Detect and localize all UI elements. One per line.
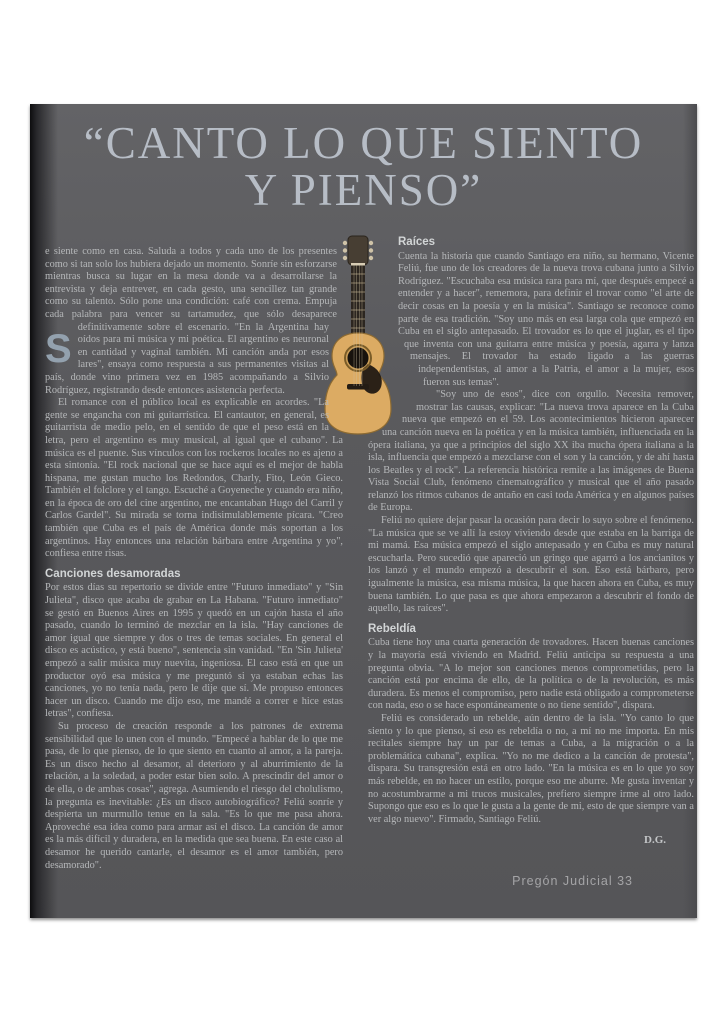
paragraph: Por estos días su repertorio se divide entre "Futuro inmediato" y "Sin Julieta", disco que acaba de grabar en La Habana. "Futuro inmediato" se gestó en Buenos Aires en 1995 y quedó en un cajón hasta el año pasado, cuando lo terminó de mezclar en la isla. "Hay canciones de amor igual que siempre y dos o tres de temas sociales. En general el disco es acústico, y está bueno", sentencia sin vanidad. "En 'Sin Julieta' empezó a salir música muy nuevita, ingeniosa. El caso está en que un productor oyó esa música y me preguntó si ya estaban echas las canciones, yo no tenía nada, pero le dije que sí. Me propuso entonces hacer un disco. Cuando me dijo eso, me mandé a correr e hice estas letras", confiesa. [45,582,343,720]
dropcap: S [45,327,72,371]
section-heading-canciones: Canciones desamoradas [45,567,181,580]
paragraph: Feliú no quiere dejar pasar la ocasión para decir lo suyo sobre el fenómeno. "La música que se ve allí la estoy viviendo desde que estaba en la barriga de mi mamá. Esa música empezó el siglo antepasado y en Cuba es muy natural escucharla. Pero sucedió que apareció un gringo que agarró a los ancianitos y los lanzó y el mundo empezó a descubrir el son. Eso está bárbaro, pero igualmente la música, esa misma música, la que hacen ahora en Cuba, es muy buena también. Lo que pasa es que ahora empezaron a descubrir el fondo de aquello, las raíces". [368,515,694,615]
paragraph: Feliú es considerado un rebelde, aún dentro de la isla. "Yo canto lo que siento y lo que pienso, si eso es rebeldía o no, a mí no me importa. En mis recitales siempre hay un par de temas a Cuba, a la migración o a la problemática cubana", explica. "Yo no me dedico a la canción de protesta", dispara. Su transgresión está en otro lado. "En la música es en lo que yo soy más rebelde, en no hacer un estilo, porque eso me aburre. Me gusta inventar y no acostumbrarme a mi trucos musicales, prefiero siempre irme al otro lado. Supongo que eso es lo que le gusta a la gente de mi, esto de que siempre van a ver algo nuevo". Firmado, Santiago Feliú. [368,712,694,825]
page-footer: Pregón Judicial 33 [512,874,633,888]
article-title [30,120,697,214]
section-heading-rebeldia: Rebeldía [368,622,416,635]
article-title-line2: Y PIENSO” [244,165,483,215]
paragraph: El romance con el público local es explicable en acordes. "La gente se engancha con mi guitarrística. El cantautor, en general, es guitarrista de medio pelo, en el sentido de que el peso está en la letra, pero el argentino es muy musical, al igual que el cubano". La música es el puente. Sus vínculos con los rockeros locales no es ajeno a esta sintonía. "El rock nacional que se hace aquí es el mejor de habla hispana, me gustan mucho los Redondos, Charly, Fito, León Gieco. También el folclore y el tango. Escuché a Goyeneche y cuando era niño, en la época de oro del cine argentino, me encantaban Hugo del Carril y Carlos Gardel". Su mirada se torna indisimulablemente pícara. "Creo también que Cuba es el país de América donde más soportan a los argentinos. Hay entonces una relación bárbara entre Argentina y yo", confiesa entre risas. [45,397,343,560]
section-heading-raices: Raíces [398,236,436,248]
magazine-page [30,104,697,918]
author-initials: D.G. [644,834,666,847]
right-column [368,236,694,847]
paragraph: Cuenta la historia que cuando Santiago era niño, su hermano, Vicente Feliú, fue uno de los creadores de la nueva trova cubana junto a Silvio Rodríguez. "Escuchaba esa música rara para mí, que después empecé a entender y a hacer", rememora, para definir el trovar como "el arte de decir cosas en la poesía y en la música". Santiago se reconoce como parte de esa tradición. "Soy uno más en esa larga cola que empezó en Cuba en el siglo antepasado. El trovador es lo que el juglar, es el tipo que inventa con una guitarra entre música y poesía, agarra y lanza mensajes. El trovador ha estado ligado a las guerras independentistas, al amor a la Patria, el amor a la mujer, esos fueron sus temas". [398,250,694,388]
lead-paragraph [45,246,343,397]
paragraph: "Soy uno de esos", dice con orgullo. Necesita remover, mostrar las causas, explicar: "La nueva trova aparece en la Cuba nueva que empezó en el 59. Los acontecimientos hicieron aparecer una canción nueva en la poética y en la música también, influenciada en la ópera italiana, ya que a principios del siglo XX iba mucha ópera italiana a la isla, influencia que empezó a mezclarse con el son y la canción, y de ahí hasta los Beatles y el rock". La referencia histórica remite a las imágenes de Buena Vista Social Club, fenómeno cinematográfico y musical que el año pasado relanzó los ritmos cubanos de antaño en casi toda América y en algunos países de Europa. [368,389,694,514]
article-title-line1: “CANTO LO QUE SIENTO [83,118,644,168]
lead-text: e siente como en casa. Saluda a todos y cada uno de los presentes como si tan solo los hubiera dejado un momento. Sonríe sin esforzarse mientras busca su lugar en la mesa donde va a desarrollarse la entrevista y deja entrever, en cada gesto, una sencillez tan grande como su talento. Sólo pone una condición: café con crema. Empuja cada palabra para vencer su tartamudez, que sólo desaparece definitivamente sobre el escenario. "En la Argentina hay oídos para mi música y mi poética. El argentino es neuronal en cantidad y vaginal también. Mi canción anda por esos lares", ensaya como respuesta a sus permanentes visitas al país, donde vino primera vez en 1985 acompañando a Silvio Rodríguez, registrando desde entonces asistencia perfecta. [45,246,337,396]
paragraph: Su proceso de creación responde a los patrones de extrema sensibilidad que lo unen con el mundo. "Empecé a hablar de lo que me pasa, de lo que pienso, de lo que siento en cuanto al amor, a la pareja. Es un disco hecho al desamor, al deterioro y al aburrimiento de la relación, a la soledad, a poder estar bien solo. A prescindir del amor o de ella, o de ambas cosas", agrega. Asumiendo el riesgo del cholulismo, la pregunta es inevitable: ¿Es un disco autobiográfico? Feliú sonríe y despierta un murmullo tenue en la sala. "Es lo que me pasa ahora. Aproveché esa idea como para armar así el disco. La canción de amor es la más difícil y duradera, en la medida que sea buena. En este caso al desamor he querido cantarle, el desamor es el amor también, pero desamorado". [45,720,343,871]
paragraph: Cuba tiene hoy una cuarta generación de trovadores. Hacen buenas canciones y la mayoría está viviendo en Madrid. Feliú anticipa su respuesta a una pregunta obvia. "A lo mejor son canciones menos comprometidas, pero la canción está por encima de ello, de la política o de la revolución, es más duradera. Es menos el compromiso, pero nadie está obligado a comprometerse con nada, eso o se hace espontáneamente o no tiene sentido", dispara. [368,637,694,712]
left-column [45,246,343,872]
